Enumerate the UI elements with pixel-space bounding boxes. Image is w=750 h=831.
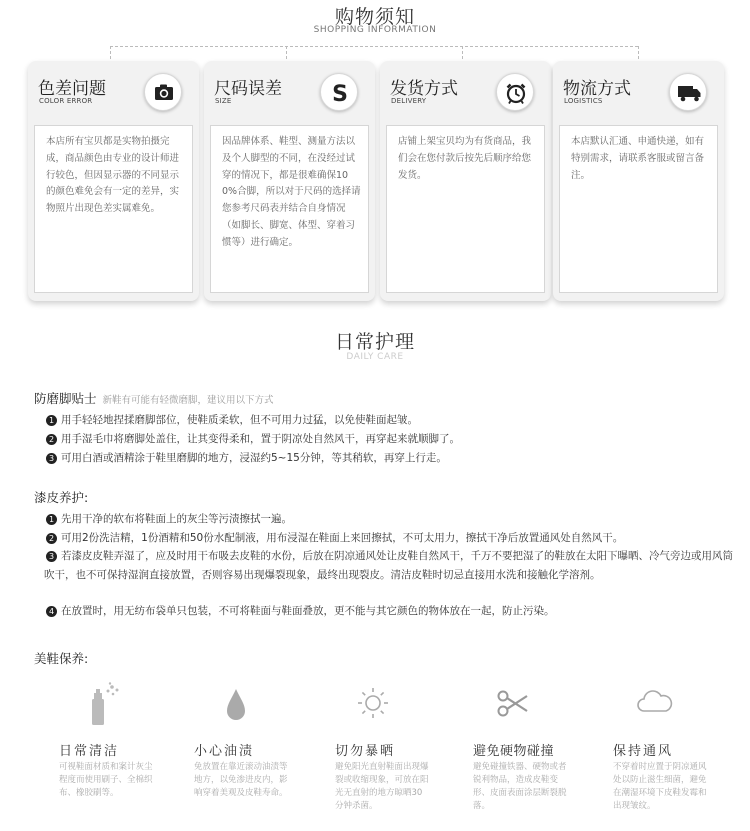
tip-desc: 可视鞋面材质和案计灰尘程度而使用刷子、全棉织布、橡胶刷等。 (59, 762, 153, 798)
card-title-en: DELIVERY (391, 97, 427, 105)
tip-desc: 避免阳光直射鞋面出现爆裂或收缩现象，可放在阳光无直射的地方晾晒30分钟杀菌。 (335, 762, 429, 811)
info-card-size (204, 61, 375, 301)
number-badge: 4 (46, 606, 57, 617)
drop-icon (212, 681, 260, 727)
number-badge: 1 (46, 415, 57, 426)
scissors-icon (490, 681, 538, 727)
alarm-clock-icon (496, 73, 534, 111)
card-body: 本店所有宝贝都是实物拍摄完成，商品颜色由专业的设计师进行较色，但因显示器的不同显示的颜色难免会有一定的差异，实物照片出现色差实属难免。 (34, 125, 193, 293)
number-badge: 2 (46, 533, 57, 544)
camera-icon (144, 73, 182, 111)
cloud-icon (630, 681, 678, 727)
card-body: 因品牌体系、鞋型、测量方法以及个人脚型的不同，在没经过试穿的情况下，都是很难确保100%合脚，所以对于尺码的选择请您参考尺码表并结合自身情况（如脚长、脚宽、体型、穿着习惯等）进行确定。 (210, 125, 369, 293)
list-item: 2 可用2份洗洁精，1份酒精和50份水配制液，用布浸湿在鞋面上来回擦拭，不可太用力，擦拭干净后放置通风处自然风干。 (44, 529, 744, 548)
anti-wear-title: 防磨脚贴士 (34, 391, 97, 406)
svg-text:S: S (332, 82, 348, 107)
list-item: 2 用手湿毛巾将磨脚处盖住，让其变得柔和，置于阴凉处自然风干，再穿起来就顺脚了。 (44, 430, 744, 449)
shopping-title: 购物须知 (334, 6, 415, 28)
number-badge: 1 (46, 514, 57, 525)
tip-desc: 免放置在靠近滚动油渍等地方，以免渗进皮内，影响穿着美观及皮鞋寿命。 (194, 762, 288, 798)
card-title-en: LOGISTICS (564, 97, 603, 105)
patent-care-title: 漆皮养护: (34, 490, 89, 505)
spray-bottle-icon (82, 681, 130, 727)
care-title-en: DAILY CARE (346, 352, 404, 362)
list-item: 1 先用干净的软布将鞋面上的灰尘等污渍擦拭一遍。 (44, 510, 744, 529)
tip-title: 切勿暴晒 (335, 744, 396, 759)
s-letter-icon (320, 73, 358, 111)
card-header (553, 61, 724, 123)
tip-title: 小心油渍 (194, 744, 255, 759)
card-title-en: COLOR ERROR (39, 97, 93, 105)
tip-title: 日常清洁 (59, 744, 120, 759)
list-item: 3 若漆皮皮鞋弄湿了，应及时用干布吸去皮鞋的水份，后放在阴凉通风处让皮鞋自然风干，千万不要把湿了的鞋放在太阳下曝晒、冷气旁边或用风筒吹干，也不可保持湿润直接放置，否则容易出现爆裂现象，最终出现裂皮。清洁皮鞋时切忌直接用水洗和接触化学溶剂。 (44, 550, 733, 581)
shopping-title-en: SHOPPING INFORMATION (313, 25, 437, 35)
tip-desc: 不穿着时应置于阴凉通风处以防止滋生细菌，避免在潮湿环境下皮鞋发霉和出现皱纹。 (613, 762, 707, 811)
info-card-delivery (380, 61, 551, 301)
tip-title: 避免硬物碰撞 (473, 744, 555, 759)
list-item: 4 在放置时，用无纺布袋单只包装，不可将鞋面与鞋面叠放，更不能与其它颜色的物体放在一起，防止污染。 (44, 602, 744, 621)
number-badge: 3 (46, 551, 57, 562)
card-title: 色差问题 (38, 79, 106, 99)
care-title: 日常护理 (334, 331, 415, 353)
number-badge: 3 (46, 453, 57, 464)
sun-icon (349, 681, 397, 727)
card-header (380, 61, 551, 123)
list-item: 1 用手轻轻地捏揉磨脚部位，使鞋质柔软，但不可用力过猛，以免使鞋面起皱。 (44, 411, 744, 430)
anti-wear-subtitle: 新鞋有可能有轻微磨脚，建议用以下方式 (102, 395, 274, 406)
card-title-en: SIZE (215, 97, 232, 105)
info-card-logistics (553, 61, 724, 301)
card-title: 发货方式 (390, 79, 458, 99)
connector-line (110, 46, 638, 47)
list-item: 3 可用白酒或酒精涂于鞋里磨脚的地方，浸湿约5~15分钟，等其稍软，再穿上行走。 (44, 449, 744, 468)
shoe-care-title: 美鞋保养: (34, 651, 89, 666)
tip-title: 保持通风 (613, 744, 674, 759)
card-title: 物流方式 (563, 79, 631, 99)
card-body: 本店默认汇通、申通快递，如有特别需求，请联系客服或留言备注。 (559, 125, 718, 293)
card-header (28, 61, 199, 123)
card-title: 尺码误差 (214, 79, 282, 99)
card-header (204, 61, 375, 123)
info-card-color-error (28, 61, 199, 301)
truck-icon (669, 73, 707, 111)
tip-desc: 避免碰撞铁器、硬物或者锐利物品，造成皮鞋变形、皮面表面涂层断裂脱落。 (473, 762, 567, 811)
anti-wear-heading (34, 389, 274, 407)
card-body: 店铺上架宝贝均为有货商品，我们会在您付款后按先后顺序给您发货。 (386, 125, 545, 293)
number-badge: 2 (46, 434, 57, 445)
